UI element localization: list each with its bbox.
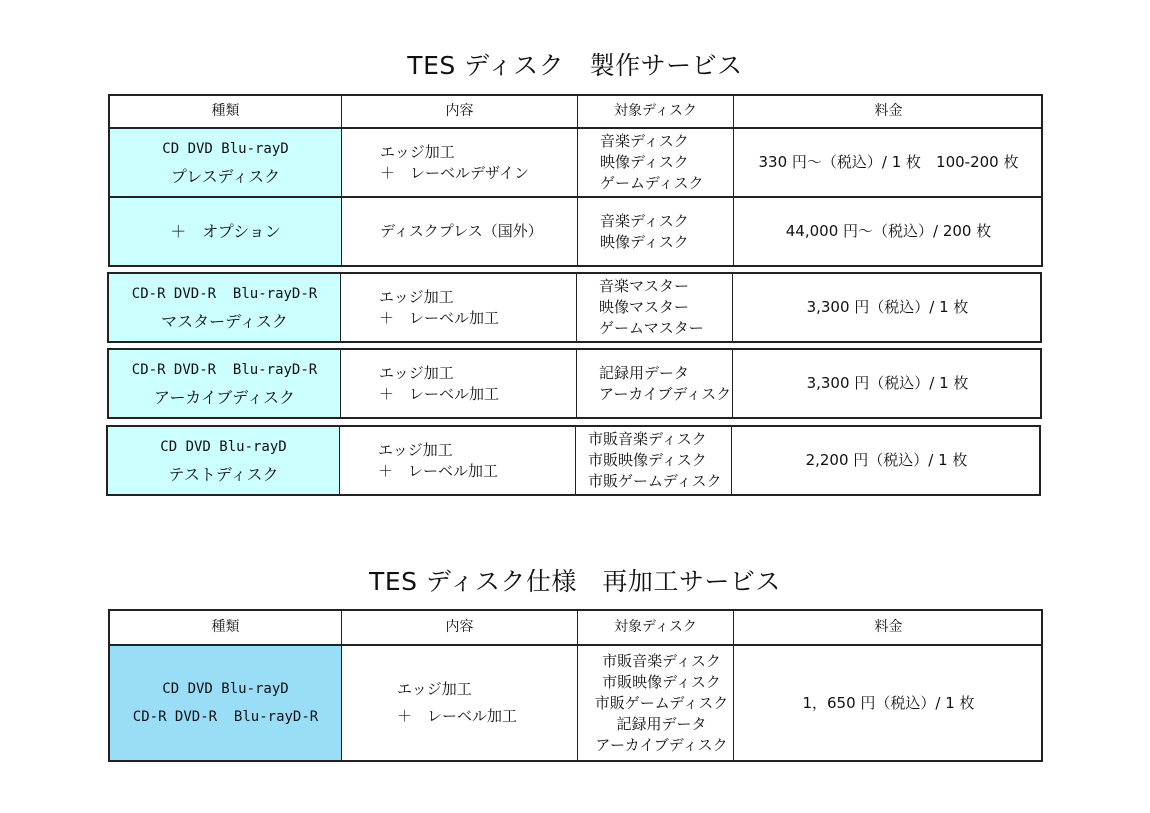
kind-label: アーカイブディスク [154,387,295,407]
kind-label: テストディスク [168,464,279,484]
content-line: ＋ レーベルデザイン [380,163,529,182]
target-line: 市販ゲームディスク [594,693,729,712]
header-kind: 種類 [211,103,240,119]
header-price: 料金 [733,611,1043,644]
kind-cell [109,350,340,417]
content-cell [341,129,577,196]
content-line: ＋ レーベル加工 [379,308,500,327]
target-line: 市販ゲームディスク [588,472,722,490]
kind-media: CD-R DVD-R Blu-rayD-R [132,708,319,725]
kind-media: CD DVD Blu-rayD [162,680,289,697]
kind-label: プレスディスク [170,166,281,186]
kind-cell [109,274,340,341]
target-line: 映像ディスク [600,153,689,171]
target-cell [577,646,733,760]
price-cell [732,350,1042,417]
content-cell [340,350,576,417]
target-cell [577,129,733,196]
target-line: ゲームディスク [600,174,704,192]
target-line: 音楽ディスク [600,211,689,230]
price-text: 1，650 円（税込）/ 1 枚 [802,693,975,712]
kind-cell [110,646,341,760]
price-cell [733,646,1043,760]
price-text: 2,200 円（税込）/ 1 枚 [805,451,968,469]
price-cell [731,427,1041,494]
table-row [107,348,1042,419]
content-cell [341,198,577,265]
price-cell [733,129,1043,196]
target-line: 音楽マスター [599,277,690,295]
header-kind: 種類 [211,619,240,635]
content-line: ＋ レーベル加工 [397,707,518,725]
kind-cell [110,129,341,196]
content-line: エッジ加工 [397,680,472,698]
header-content: 内容 [341,611,577,644]
target-cell [576,350,732,417]
target-line: 映像マスター [599,298,690,316]
header-target: 対象ディスク [577,96,733,127]
target-line: 記録用データ [616,714,707,733]
price-text: 3,300 円（税込）/ 1 枚 [806,374,969,392]
kind-media: CD DVD Blu-rayD [160,438,287,455]
kind-label: マスターディスク [161,311,288,331]
header-price: 料金 [733,96,1043,127]
section2-title: TES ディスク仕様 再加工サービス [369,567,781,596]
kind-media: CD DVD Blu-rayD [162,140,289,157]
target-line: アーカイブディスク [595,735,728,754]
kind-label: ＋ オプション [170,222,281,241]
target-line: 映像ディスク [600,232,689,251]
content-line: ディスクプレス（国外） [380,222,543,240]
kind-cell [108,427,339,494]
header-content: 内容 [341,96,577,127]
target-line: 市販音楽ディスク [602,651,721,670]
content-line: エッジ加工 [379,363,454,382]
price-cell [732,274,1042,341]
content-cell [340,274,576,341]
content-line: エッジ加工 [379,287,454,306]
target-cell [576,274,732,341]
content-cell [339,427,575,494]
table-row [107,272,1042,343]
content-line: ＋ レーベル加工 [379,384,500,403]
target-line: 市販映像ディスク [588,451,707,469]
price-text: 3,300 円（税込）/ 1 枚 [806,298,969,316]
target-cell [575,427,731,494]
section1-title: TES ディスク 製作サービス [407,51,743,80]
table-row [108,644,1043,762]
target-cell [577,198,733,265]
header-target: 対象ディスク [577,611,733,644]
content-line: エッジ加工 [380,142,455,161]
kind-media: CD-R DVD-R Blu-rayD-R [131,285,318,302]
table1-header [108,94,1043,129]
price-text: 44,000 円～（税込）/ 200 枚 [785,222,992,240]
target-line: 市販映像ディスク [602,672,721,691]
target-line: 市販音楽ディスク [588,430,707,448]
target-line: 音楽ディスク [600,132,689,150]
table2-header [108,609,1043,646]
kind-cell [110,198,341,265]
kind-media: CD-R DVD-R Blu-rayD-R [131,361,318,378]
target-line: ゲームマスター [599,319,704,337]
content-line: エッジ加工 [378,440,453,459]
price-cell [733,198,1043,265]
content-line: ＋ レーベル加工 [378,461,499,480]
table-row [108,196,1043,267]
table-row [108,127,1043,198]
target-line: 記録用データ [599,363,690,382]
price-text: 330 円～（税込）/ 1 枚 100-200 枚 [758,153,1019,171]
content-cell [341,646,577,760]
table-row [106,425,1041,496]
target-line: アーカイブディスク [599,384,732,403]
